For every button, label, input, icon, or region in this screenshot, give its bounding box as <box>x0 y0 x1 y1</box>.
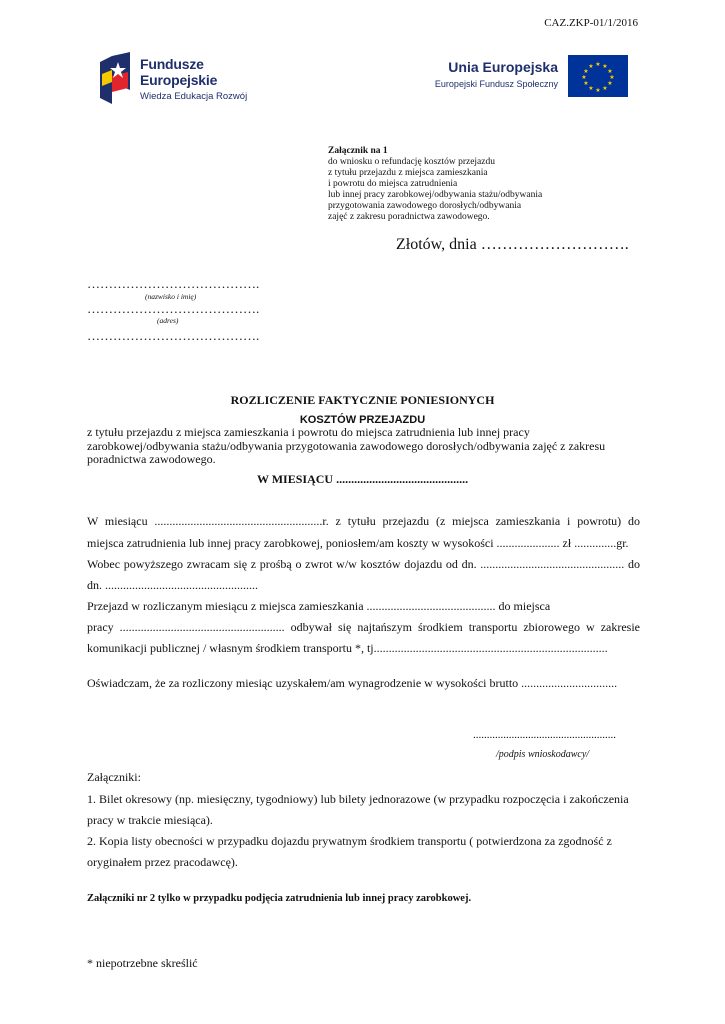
body-line: W miesiącu ........................................................r. z tytułu przejazdu (z miejsca zamieszkania i powrotu) do <box>87 514 640 528</box>
svg-text:★: ★ <box>595 61 601 68</box>
svg-text:★: ★ <box>609 74 615 81</box>
address-field[interactable]: …………………………………. <box>87 301 260 316</box>
name-field[interactable]: …………………………………. <box>87 276 260 291</box>
place-date-line[interactable]: Złotów, dnia ………………………. <box>396 236 629 253</box>
ue-logo-line1: Unia Europejska <box>448 59 558 75</box>
svg-text:★: ★ <box>588 63 594 70</box>
fe-logo-line2: Europejskie <box>140 72 218 88</box>
annex-line: i powrotu do miejsca zatrudnienia <box>328 179 458 189</box>
attachment-line: 1. Bilet okresowy (np. miesięczny, tygodniowy) lub bilety jednorazowe (w przypadku rozpoczęcia i zakończenia <box>87 792 629 806</box>
attachment-line: 2. Kopia listy obecności w przypadku dojazdu prywatnym środkiem transportu ( potwierdzona za zgodność z <box>87 834 612 848</box>
body-line: dn. ................................................... <box>87 578 258 592</box>
name-caption: (nazwisko i imię) <box>145 292 197 301</box>
footnote: * niepotrzebne skreślić <box>87 956 198 970</box>
fe-logo-line3: Wiedza Edukacja Rozwój <box>140 91 248 102</box>
document-subtitle: KOSZTÓW PRZEJAZDU <box>299 414 426 426</box>
svg-text:★: ★ <box>607 68 613 75</box>
signature-field[interactable]: .................................................... <box>473 729 616 741</box>
svg-text:★: ★ <box>595 87 601 94</box>
attachments-label: Załączniki: <box>87 770 141 784</box>
body-line: Przejazd w rozliczanym miesiącu z miejsca zamieszkania ........................................... do miejsca <box>87 599 551 613</box>
annex-line: do wniosku o refundację kosztów przejazdu <box>328 157 495 167</box>
fe-flag-icon <box>98 52 134 108</box>
attachments-note: Załączniki nr 2 tylko w przypadku podjęcia zatrudnienia lub innej pracy zarobkowej. <box>87 893 472 904</box>
document-code: CAZ.ZKP-01/1/2016 <box>544 17 638 29</box>
attachment-line: pracy w trakcie miesiąca). <box>87 813 213 827</box>
attachment-line: oryginałem przez pracodawcę). <box>87 855 238 869</box>
body-line: Oświadczam, że za rozliczony miesiąc uzyskałem/am wynagrodzenie w wysokości brutto ................................ <box>87 676 618 690</box>
annex-line: przygotowania zawodowego dorosłych/odbywania <box>328 201 522 211</box>
ue-logo-line2: Europejski Fundusz Społeczny <box>434 79 558 89</box>
unia-europejska-logo <box>428 55 628 99</box>
address-field-2[interactable]: …………………………………. <box>87 328 260 343</box>
annex-line: zajęć z zakresu poradnictwa zawodowego. <box>328 212 490 222</box>
svg-text:★: ★ <box>583 68 589 75</box>
fundusze-europejskie-logo <box>98 52 288 108</box>
svg-text:★: ★ <box>588 85 594 92</box>
svg-text:★: ★ <box>607 80 613 87</box>
month-line[interactable]: W MIESIĄCU ............................................ <box>256 472 469 486</box>
address-caption: (adres) <box>157 316 179 325</box>
body-line: komunikacji publicznej / własnym środkiem transportu *, tj.............................................................................. <box>87 641 608 655</box>
document-title: ROZLICZENIE FAKTYCZNIE PONIESIONYCH <box>230 393 495 407</box>
body-line: miejsca zatrudnienia lub innej pracy zarobkowej, poniosłem/am koszty w wysokości ..................... zł ..............gr. <box>87 536 629 550</box>
body-line: pracy ....................................................... odbywał się najtańszym środkiem transportu zbiorowego w zakresie <box>87 620 640 634</box>
annex-header <box>328 146 542 223</box>
annex-title: Załącznik na 1 <box>328 146 388 156</box>
document-subject: z tytułu przejazdu z miejsca zamieszkania i powrotu do miejsca zatrudnienia lub innej pracy zarobkowej/odbywania stażu/odbywania przygotowania zawodowego dorosłych/odbywania zajęć z zakresu poradnictwa zawodowego. <box>87 425 606 466</box>
svg-text:★: ★ <box>581 74 587 81</box>
svg-text:★: ★ <box>583 80 589 87</box>
body-line: Wobec powyższego zwracam się z prośbą o zwrot w/w kosztów dojazdu od dn. ................................................ do <box>87 557 640 571</box>
annex-line: z tytułu przejazdu z miejsca zamieszkania <box>328 168 488 178</box>
svg-text:★: ★ <box>602 63 608 70</box>
svg-text:★: ★ <box>602 85 608 92</box>
eu-flag-icon <box>568 55 628 97</box>
fe-logo-line1: Fundusze <box>140 56 204 72</box>
signature-caption: /podpis wnioskodawcy/ <box>496 749 590 760</box>
annex-line: lub innej pracy zarobkowej/odbywania stażu/odbywania <box>328 190 543 200</box>
